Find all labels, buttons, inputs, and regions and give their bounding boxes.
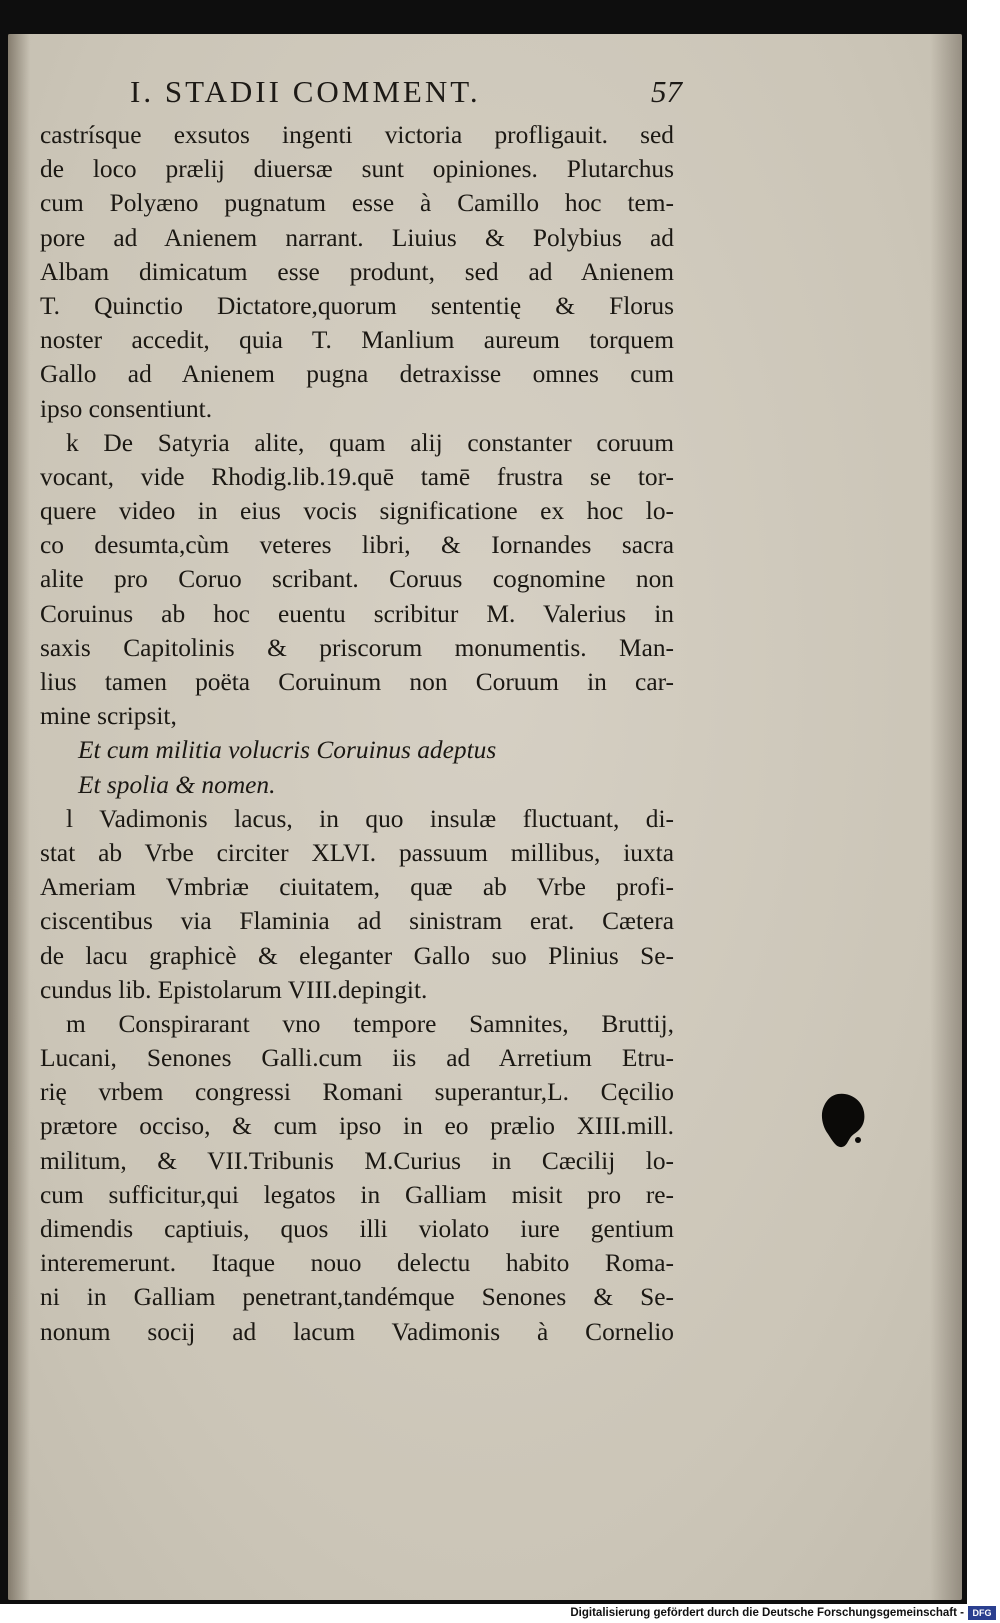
text-line: ciscentibus via Flaminia ad sinistram erat. Cætera [40,907,674,936]
text-line: militum, & VII.Tribunis M.Curius in Cæcilij lo- [40,1146,674,1175]
text-line: vocant, vide Rhodig.lib.19.quē tamē frustra se tor- [40,462,674,491]
text-line: Et cum militia volucris Coruinus adeptus [78,736,497,765]
text-line: Lucani, Senones Galli.cum iis ad Arretium Etru- [40,1044,674,1073]
text-line: pore ad Anienem narrant. Liuius & Polybius ad [40,223,674,252]
text-line: m Conspirarant vno tempore Samnites, Bruttij, [66,1009,674,1038]
text-line: saxis Capitolinis & priscorum monumentis. Man- [40,633,674,662]
text-line: de lacu graphicè & eleganter Gallo suo Plinius Se- [40,941,674,970]
ink-blot-icon [818,1090,868,1150]
text-line: prætore occiso, & cum ipso in eo prælio XIII.mill. [40,1112,674,1141]
text-line: T. Quinctio Dictatore,quorum sententię & Florus [40,291,674,320]
running-title: I. STADII COMMENT. [130,74,481,109]
body-text [40,118,674,1349]
gutter-shadow [8,34,30,1600]
text-line: co desumta,cùm veteres libri, & Iornandes sacra [40,531,674,560]
text-line: cundus lib. Epistolarum VIII.depingit. [40,975,428,1004]
text-line: castrísque exsutos ingenti victoria profligauit. sed [40,121,674,149]
text-line: cum Polyæno pugnatum esse à Camillo hoc tem- [40,189,674,218]
text-line: cum sufficitur,qui legatos in Galliam misit pro re- [40,1180,674,1209]
text-line: l Vadimonis lacus, in quo insulæ fluctuant, di- [66,804,674,833]
text-line: Gallo ad Anienem pugna detraxisse omnes cum [40,360,674,389]
text-line: mine scripsit, [40,702,177,731]
text-line: Albam dimicatum esse produnt, sed ad Anienem [40,257,674,286]
footer-bar [0,1604,1000,1623]
page-number: 57 [651,74,682,109]
text-line: stat ab Vrbe circiter XLVI. passuum millibus, iuxta [40,838,674,867]
text-line: Ameriam Vmbriæ ciuitatem, quæ ab Vrbe profi- [40,873,674,902]
text-line: rię vrbem congressi Romani superantur,L. Cęcilio [40,1078,674,1107]
funding-credit: Digitalisierung gefördert durch die Deutsche Forschungsgemeinschaft - [570,1607,964,1619]
text-line: ni in Galliam penetrant,tandémque Senones & Se- [40,1283,674,1312]
text-line: lius tamen poëta Coruinum non Coruum in car- [40,668,674,696]
text-line: ipso consentiunt. [40,394,213,423]
page-edge-shadow [930,34,962,1600]
text-line: nonum socij ad lacum Vadimonis à Cornelio [40,1317,674,1346]
text-line: noster accedit, quia T. Manlium aureum torquem [40,326,674,355]
text-line: Et spolia & nomen. [78,770,276,799]
text-line: quere video in eius vocis significatione ex hoc lo- [40,497,674,526]
text-line: k De Satyria alite, quam alij constanter coruum [66,428,674,457]
text-line: Coruinus ab hoc euentu scribitur M. Valerius in [40,599,674,628]
text-line: alite pro Coruo scribant. Coruus cognomine non [40,565,674,594]
text-line: interemerunt. Itaque nouo delectu habito Romа- [40,1249,674,1278]
text-line: de loco prælij diuersæ sunt opiniones. Plutarchus [40,155,674,184]
page-header [130,70,690,114]
text-line: dimendis captiuis, quos illi violato iure gentium [40,1215,674,1243]
dfg-logo: DFG [968,1606,996,1620]
